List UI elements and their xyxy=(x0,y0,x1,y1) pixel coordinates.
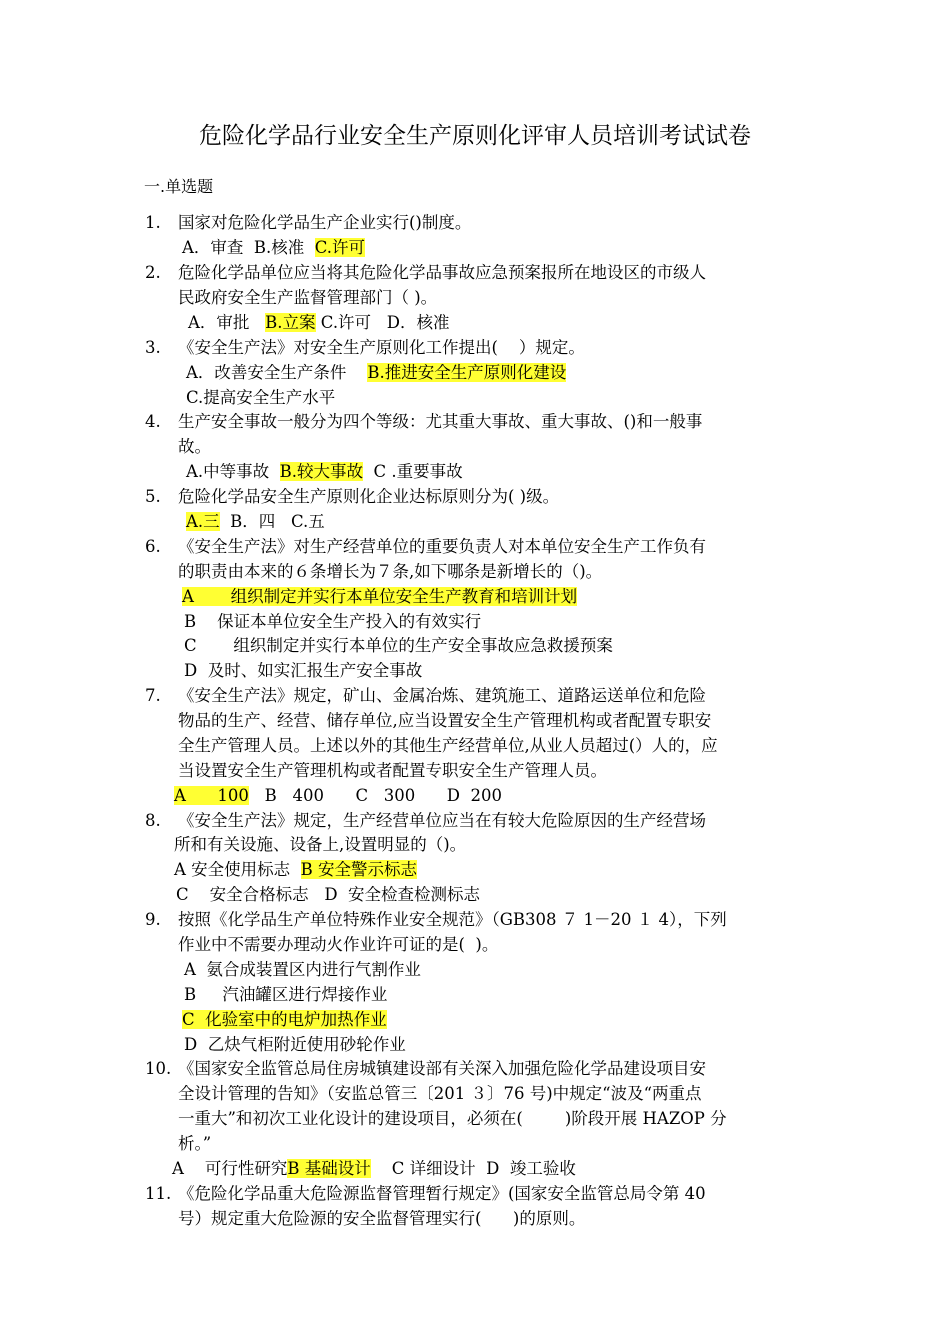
question-number: 2. xyxy=(145,263,161,282)
option-text: C 详细设计 D 竣工验收 xyxy=(370,1159,576,1178)
question-stem: 号）规定重大危险源的安全监督管理实行( )的原则。 xyxy=(178,1209,586,1228)
question-options xyxy=(182,236,365,261)
question-number: 9. xyxy=(145,910,161,929)
question-stem: 《安全生产法》对生产经营单位的重要负责人对本单位安全生产工作负有 xyxy=(178,537,706,556)
question-number: 1. xyxy=(145,213,161,232)
question-stem: 的职责由本来的６条增长为７条,如下哪条是新增长的（)。 xyxy=(178,562,603,581)
answer-highlight: A 组织制定并实行本单位安全生产教育和培训计划 xyxy=(182,587,578,606)
question-stem: 危险化学品安全生产原则化企业达标原则分为( )级。 xyxy=(178,487,560,506)
question-stem: 一重大”和初次工业化设计的建设项目，必须在( )阶段开展 HAZOP 分 xyxy=(178,1109,727,1128)
answer-highlight: C 化验室中的电炉加热作业 xyxy=(182,1010,387,1029)
option-text: C.许可 D．核准 xyxy=(315,313,450,332)
section-heading: 一.单选题 xyxy=(144,177,214,196)
answer-highlight: B.较大事故 xyxy=(279,462,364,481)
question-stem: 物品的生产、经营、储存单位,应当设置安全生产管理机构或者配置专职安 xyxy=(178,711,712,730)
question-number: 7. xyxy=(145,686,161,705)
option-text: A 可行性研究 xyxy=(172,1159,288,1178)
question-options xyxy=(182,1008,387,1033)
answer-highlight: B 安全警示标志 xyxy=(300,860,418,879)
question-stem: 《安全生产法》对安全生产原则化工作提出( ）规定。 xyxy=(178,338,585,357)
option-text: C 安全合格标志 D 安全检查检测标志 xyxy=(176,885,481,904)
question-options xyxy=(174,784,502,809)
answer-highlight: A.三 xyxy=(186,512,220,531)
option-text: A 安全使用标志 xyxy=(174,860,301,879)
question-options xyxy=(182,585,577,610)
question-stem: 《危险化学品重大危险源监督管理暂行规定》(国家安全监管总局令第 40 xyxy=(178,1184,706,1203)
answer-highlight: B 基础设计 xyxy=(287,1159,371,1178)
question-stem: 作业中不需要办理动火作业许可证的是( )。 xyxy=(178,935,499,954)
option-text: C .重要事故 xyxy=(363,462,463,481)
question-number: 3. xyxy=(145,338,161,357)
answer-highlight: A 100 xyxy=(174,786,249,805)
answer-highlight: B.推进安全生产原则化建设 xyxy=(367,363,567,382)
option-text: A．审查 B.核准 xyxy=(182,238,315,257)
question-number: 6. xyxy=(145,537,161,556)
question-number: 10. xyxy=(145,1059,172,1078)
question-stem: 故。 xyxy=(178,437,211,456)
question-options xyxy=(186,510,325,535)
question-options xyxy=(174,858,417,883)
question-stem: 国家对危险化学品生产企业实行()制度。 xyxy=(178,213,472,232)
question-number: 4. xyxy=(145,412,161,431)
option-text: D 及时、如实汇报生产安全事故 xyxy=(184,661,423,680)
question-stem: 《国家安全监管总局住房城镇建设部有关深入加强危险化学品建设项目安 xyxy=(178,1059,706,1078)
page-title: 危险化学品行业安全生产原则化评审人员培训考试试卷 xyxy=(199,123,751,149)
question-options xyxy=(186,361,566,386)
question-stem: 生产安全事故一般分为四个等级：尤其重大事故、重大事故、()和一般事 xyxy=(178,412,703,431)
question-stem: 《安全生产法》规定，生产经营单位应当在有较大危险原因的生产经营场 xyxy=(178,811,706,830)
question-options xyxy=(188,311,450,336)
option-text: B．四 C.五 xyxy=(219,512,325,531)
question-stem: 当设置安全生产管理机构或者配置专职安全生产管理人员。 xyxy=(178,761,607,780)
option-text: B 保证本单位安全生产投入的有效实行 xyxy=(184,612,482,631)
option-text: A．改善安全生产条件 xyxy=(186,363,368,382)
option-text: C.提高安全生产水平 xyxy=(186,388,336,407)
question-stem: 按照《化学品生产单位特殊作业安全规范》（GB308 ７ 1－20 １ 4），下列 xyxy=(178,910,727,929)
question-stem: 全设计管理的告知》（安监总管三〔201 ３〕76 号)中规定“波及“两重点 xyxy=(178,1084,702,1103)
question-stem: 析。” xyxy=(178,1134,212,1153)
question-stem: 全生产管理人员。上述以外的其他生产经营单位,从业人员超过(）人的，应 xyxy=(178,736,718,755)
option-text: A．审批 xyxy=(188,313,266,332)
option-text: A.中等事故 xyxy=(186,462,280,481)
answer-highlight: B.立案 xyxy=(265,313,316,332)
option-text: D 乙炔气柜附近使用砂轮作业 xyxy=(184,1035,406,1054)
question-number: 11. xyxy=(145,1184,172,1203)
option-text: C 组织制定并实行本单位的生产安全事故应急救援预案 xyxy=(184,636,613,655)
option-text: A 氨合成装置区内进行气割作业 xyxy=(184,960,421,979)
question-number: 8. xyxy=(145,811,161,830)
option-text: B 汽油罐区进行焊接作业 xyxy=(184,985,388,1004)
question-stem: 危险化学品单位应当将其危险化学品事故应急预案报所在地设区的市级人 xyxy=(178,263,706,282)
answer-highlight: C.许可 xyxy=(314,238,366,257)
question-options xyxy=(172,1157,576,1182)
question-options xyxy=(186,460,463,485)
question-stem: 《安全生产法》规定，矿山、金属冶炼、建筑施工、道路运送单位和危险 xyxy=(178,686,706,705)
option-text: B 400 C 300 D 200 xyxy=(248,786,502,805)
question-number: 5. xyxy=(145,487,161,506)
question-stem: 所和有关设施、设备上,设置明显的（)。 xyxy=(174,835,467,854)
question-stem: 民政府安全生产监督管理部门（ )。 xyxy=(178,288,438,307)
